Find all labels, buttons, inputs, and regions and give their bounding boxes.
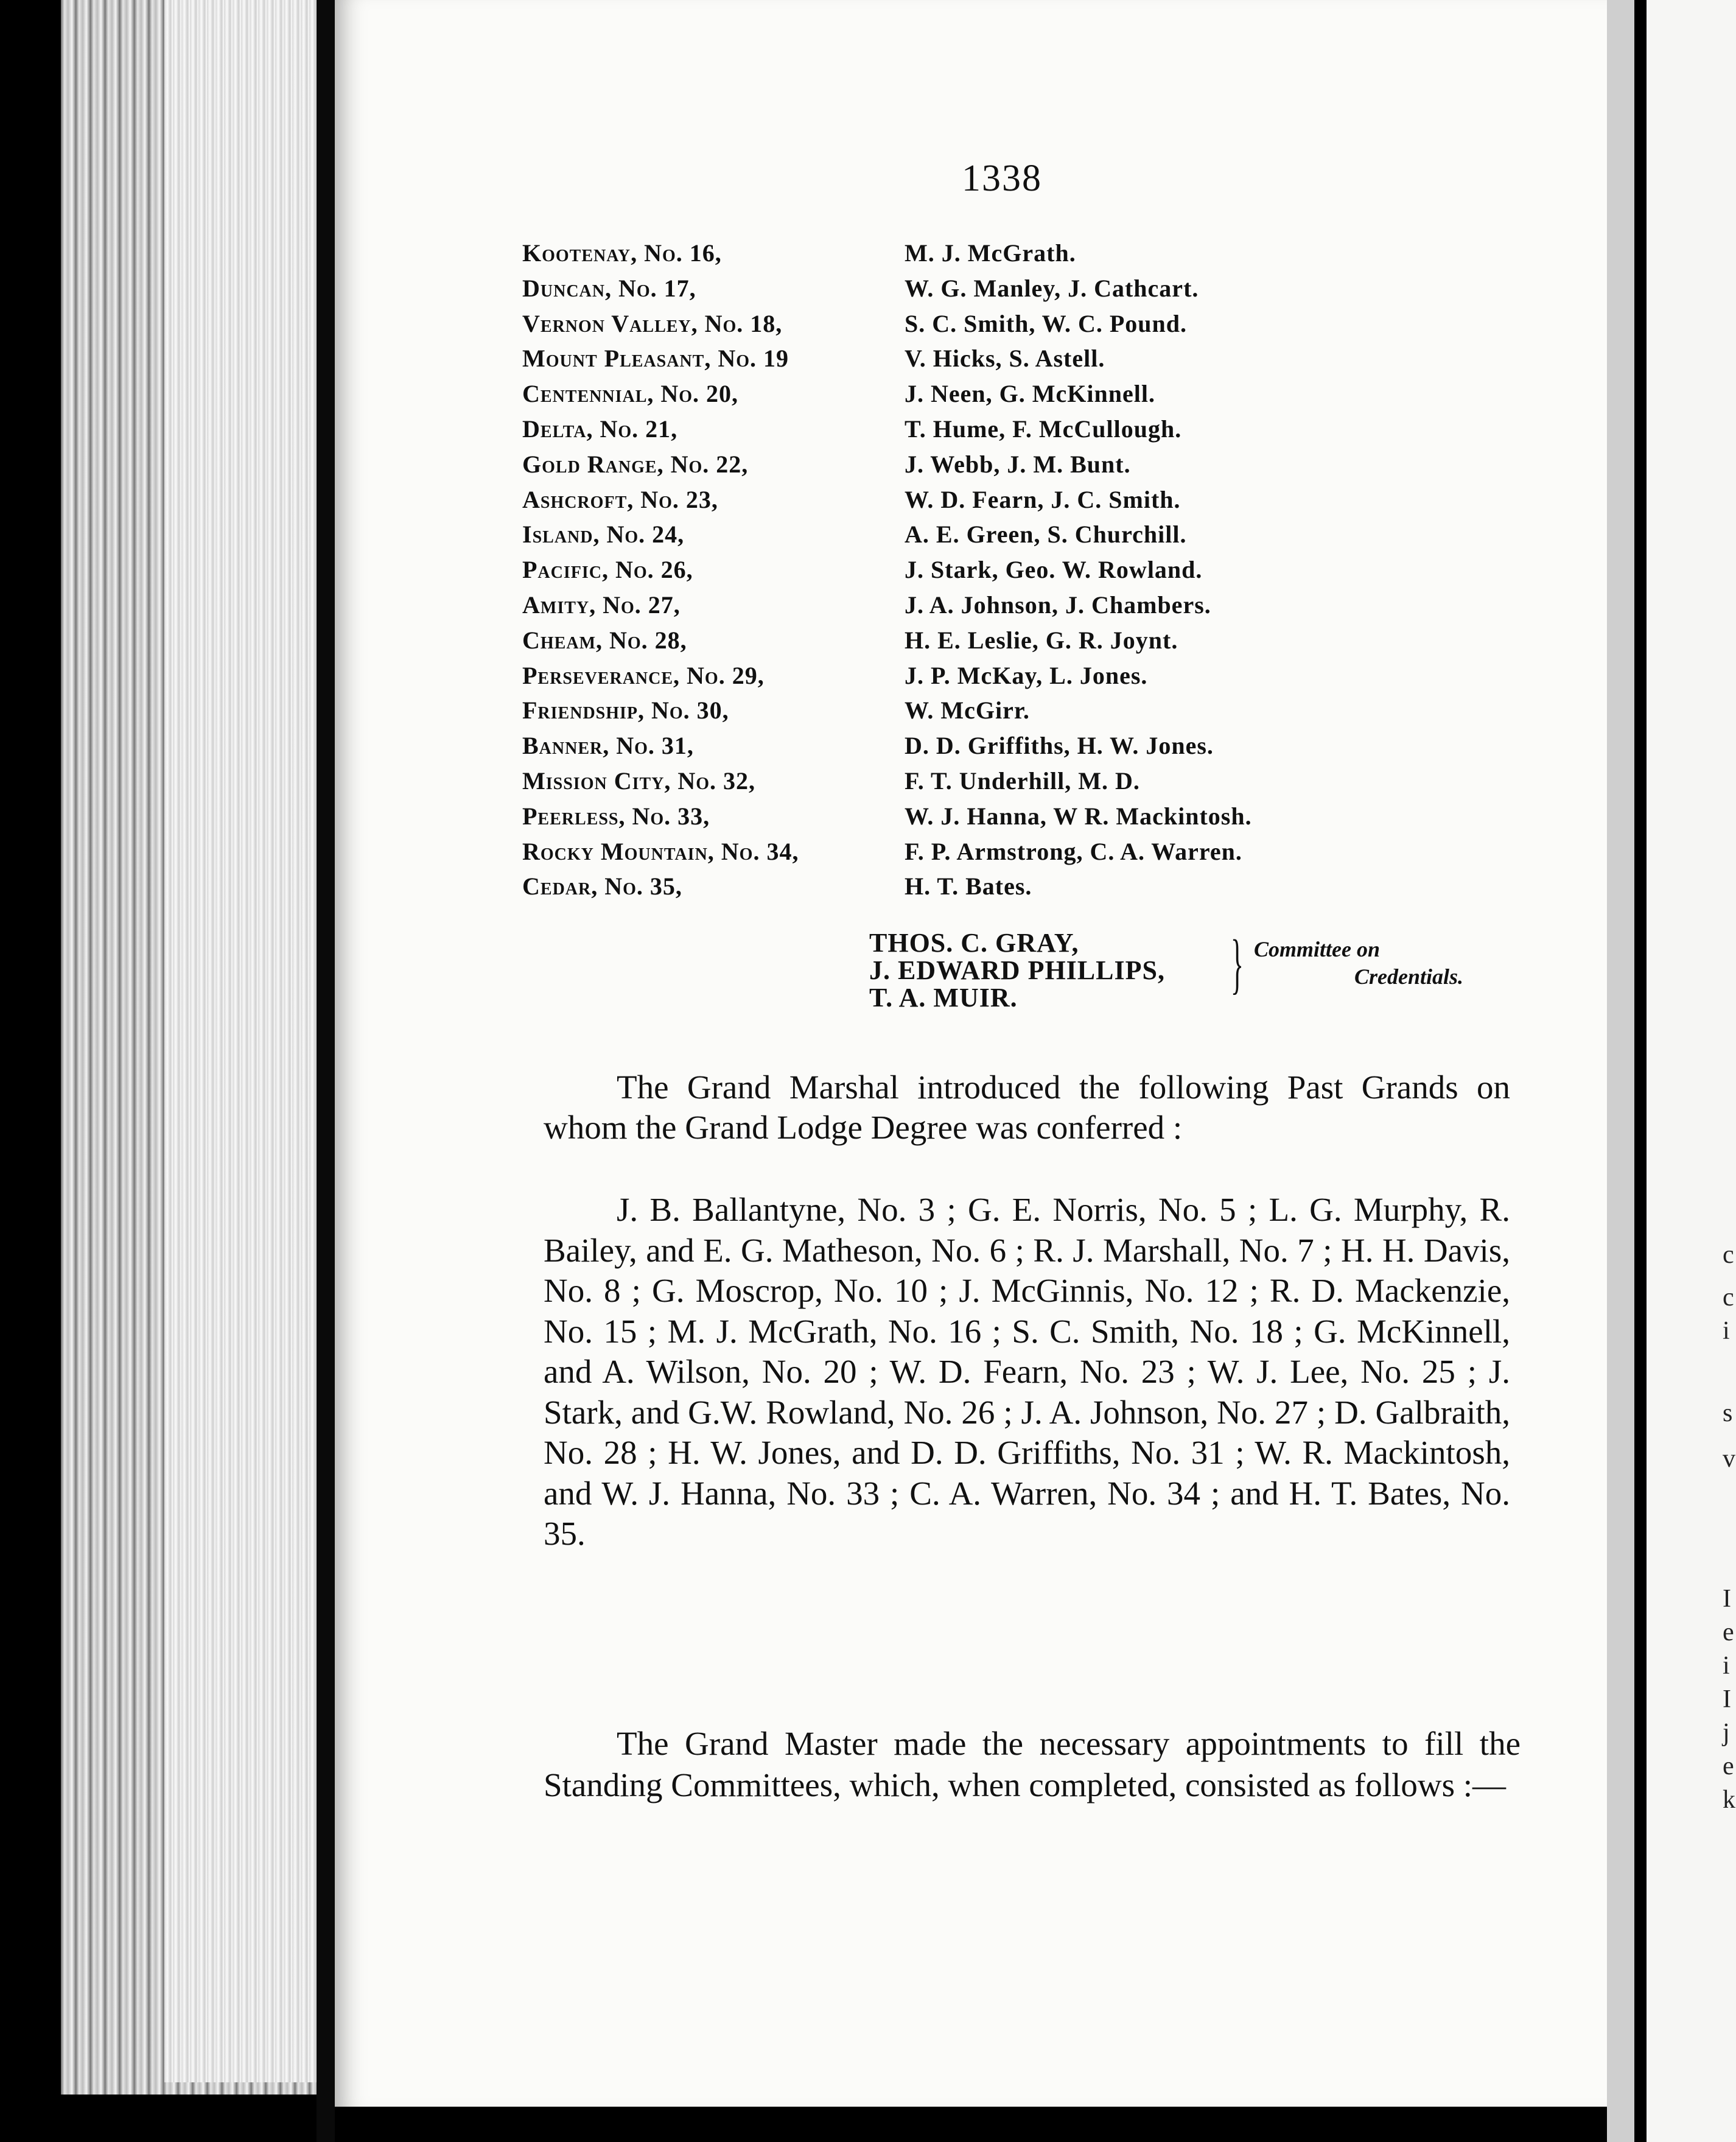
lodge-representatives: J. Webb, J. M. Bunt. (905, 450, 1131, 478)
lodge-representatives: W. G. Manley, J. Cathcart. (905, 274, 1199, 302)
lodge-representatives: V. Hicks, S. Astell. (905, 345, 1105, 373)
lodge-name: Pacific, No. 26, (522, 556, 693, 584)
lodge-name: Peerless, No. 33, (522, 802, 710, 830)
lodge-representatives: H. E. Leslie, G. R. Joynt. (905, 626, 1178, 654)
page-fragment-letter: I (1723, 1685, 1731, 1713)
marshal-paragraph (544, 1067, 1510, 1148)
page-fragment-letter: v (1723, 1445, 1735, 1473)
lodge-name: Mount Pleasant, No. 19 (522, 345, 789, 373)
lodge-name: Cheam, No. 28, (522, 626, 687, 654)
lodge-representatives: J. A. Johnson, J. Chambers. (905, 591, 1211, 619)
adjacent-page-fragment (1647, 0, 1736, 2142)
lodge-name: Island, No. 24, (522, 521, 685, 549)
lodge-representatives: M. J. McGrath. (905, 239, 1076, 267)
committee-title (1254, 936, 1463, 991)
lodge-representatives: F. T. Underhill, M. D. (905, 767, 1140, 795)
page-number: 1338 (962, 158, 1042, 199)
lodge-name: Delta, No. 21, (522, 415, 678, 443)
page-fragment-letter: c (1723, 1283, 1734, 1312)
book-gutter (317, 0, 335, 2142)
lodge-name: Ashcroft, No. 23, (522, 485, 718, 513)
page-fragment-letter: i (1723, 1317, 1730, 1345)
committee-member: J. EDWARD PHILLIPS, (869, 955, 1165, 985)
paragraph-text: J. B. Ballantyne, No. 3 ; G. E. Norris, No. 5 ; L. G. Murphy, R. Bailey, and E. G. Matheson, No. 6 ; R. J. Marshall, No. 7 ; H. H. Davis, No. 8 ; G. Moscrop, No. 10 ; J. McGinnis, No. 12 ; R. D. Mackenzie, No. 15 ; M. J. McGrath, No. 16 ; S. C. Smith, No. 18 ; G. McKinnell, and A. Wilson, No. 20 ; W. D. Fearn, No. 23 ; W. J. Lee, No. 25 ; J. Stark, and G.W. Rowland, No. 26 ; J. A. Johnson, No. 27 ; D. Galbraith, No. 28 ; H. W. Jones, and D. D. Griffiths, No. 31 ; W. R. Mackintosh, and W. J. Hanna, No. 33 ; C. A. Warren, No. 34 ; and H. T. Bates, No. 35. (544, 1191, 1510, 1552)
lodge-representatives: W. McGirr. (905, 697, 1030, 725)
past-grands-paragraph (544, 1190, 1510, 1554)
lodge-representatives: J. Stark, Geo. W. Rowland. (905, 556, 1203, 584)
lodge-name: Perseverance, No. 29, (522, 661, 765, 689)
committee-members (869, 930, 1165, 1012)
lodge-name: Mission City, No. 32, (522, 767, 756, 795)
lodge-representatives: T. Hume, F. McCullough. (905, 415, 1182, 443)
page-fragment-letter: e (1723, 1752, 1734, 1780)
lodge-representatives: H. T. Bates. (905, 873, 1032, 901)
page-fragment-letter: s (1723, 1399, 1733, 1427)
lodge-representatives: J. P. McKay, L. Jones. (905, 661, 1148, 689)
lodge-name: Gold Range, No. 22, (522, 450, 749, 478)
lodge-name: Cedar, No. 35, (522, 873, 682, 901)
committee-title-line: Committee on (1254, 937, 1380, 961)
curly-brace-icon: } (1230, 926, 1244, 1000)
paragraph-text: The Grand Master made the necessary appointments to fill the Standing Committees, which, when completed, consisted as follows :— (544, 1725, 1521, 1803)
lodge-name: Kootenay, No. 16, (522, 239, 722, 267)
page-fragment-letter: j (1723, 1719, 1730, 1747)
lodge-name: Duncan, No. 17, (522, 274, 696, 302)
page-fragment-letter: i (1723, 1652, 1730, 1680)
lodge-representatives: F. P. Armstrong, C. A. Warren. (905, 837, 1242, 865)
lodge-representatives: S. C. Smith, W. C. Pound. (905, 309, 1188, 337)
committee-signature (869, 926, 1464, 1013)
lodge-representatives: D. D. Griffiths, H. W. Jones. (905, 732, 1214, 760)
committee-title-line: Credentials. (1354, 964, 1464, 989)
lodge-name: Rocky Mountain, No. 34, (522, 837, 799, 865)
page-right-edge (1607, 0, 1634, 2142)
grand-master-paragraph (544, 1723, 1521, 1806)
lodge-representatives: W. D. Fearn, J. C. Smith. (905, 485, 1181, 513)
lodge-name: Centennial, No. 20, (522, 380, 739, 408)
paragraph-text: The Grand Marshal introduced the following Past Grands on whom the Grand Lodge Degree was conferred : (544, 1069, 1510, 1146)
page-fragment-letter: e (1723, 1618, 1734, 1646)
page-gutter-right (1634, 0, 1647, 2142)
lodge-representatives: A. E. Green, S. Churchill. (905, 521, 1187, 549)
page-fragment-letter: I (1723, 1585, 1731, 1613)
page-fragment-letter: k (1723, 1786, 1735, 1814)
book-page-edges-light (164, 0, 317, 2082)
committee-member: THOS. C. GRAY, (869, 928, 1079, 958)
lodge-name: Banner, No. 31, (522, 732, 694, 760)
page-fragment-letter: c (1723, 1241, 1734, 1269)
committee-member: T. A. MUIR. (869, 983, 1018, 1013)
lodge-representatives: W. J. Hanna, W R. Mackintosh. (905, 802, 1252, 830)
lodge-name: Amity, No. 27, (522, 591, 681, 619)
lodge-representatives: J. Neen, G. McKinnell. (905, 380, 1155, 408)
lodge-name: Vernon Valley, No. 18, (522, 309, 783, 337)
lodge-name: Friendship, No. 30, (522, 697, 729, 725)
